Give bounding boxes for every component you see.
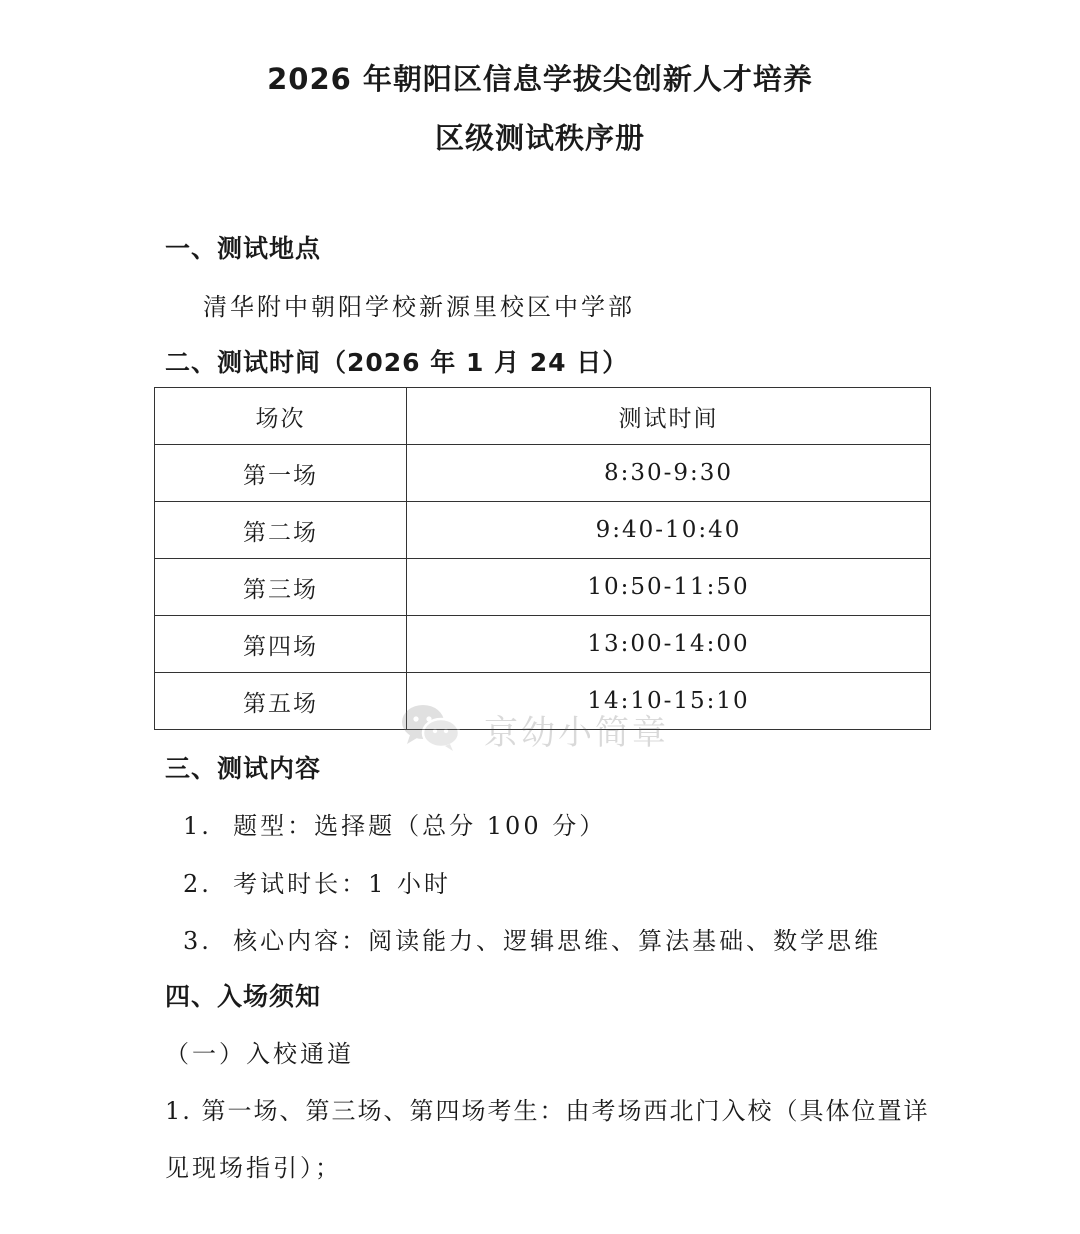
- watermark-text: 京幼小简章: [484, 712, 669, 753]
- time-cell: 14:10-15:10: [407, 673, 931, 730]
- section3-heading: 三、测试内容: [165, 754, 322, 783]
- header-session: 场次: [155, 388, 407, 445]
- table-row: [155, 559, 931, 616]
- session-cell: 第四场: [155, 616, 407, 673]
- entry-note-line1: 1. 第一场、第三场、第四场考生：由考场西北门入校（具体位置详: [165, 1097, 930, 1125]
- content-item: 3. 核心内容：阅读能力、逻辑思维、算法基础、数学思维: [183, 927, 882, 955]
- content-item: 1. 题型：选择题（总分 100 分）: [183, 812, 607, 840]
- session-cell: 第三场: [155, 559, 407, 616]
- session-cell: 第五场: [155, 673, 407, 730]
- section4-heading: 四、入场须知: [165, 982, 322, 1011]
- document-title-line2: 区级测试秩序册: [434, 121, 645, 155]
- document-title-line1: 2026 年朝阳区信息学拔尖创新人才培养: [267, 62, 813, 96]
- table-row: [155, 502, 931, 559]
- table-row: [155, 445, 931, 502]
- wechat-icon: [400, 702, 462, 756]
- section1-heading: 一、测试地点: [165, 234, 322, 263]
- section2-heading: 二、测试时间（2026 年 1 月 24 日）: [165, 348, 629, 377]
- time-cell: 9:40-10:40: [407, 502, 931, 559]
- time-cell: 8:30-9:30: [407, 445, 931, 502]
- content-item: 2. 考试时长：1 小时: [183, 870, 452, 898]
- time-cell: 10:50-11:50: [407, 559, 931, 616]
- session-cell: 第二场: [155, 502, 407, 559]
- test-location: 清华附中朝阳学校新源里校区中学部: [203, 293, 635, 321]
- watermark: [400, 702, 669, 756]
- entry-channel-subheading: （一）入校通道: [165, 1040, 354, 1068]
- entry-note-line2: 见现场指引）；: [165, 1154, 342, 1182]
- header-time: 测试时间: [407, 388, 931, 445]
- table-header-row: [155, 388, 931, 445]
- table-row: [155, 616, 931, 673]
- session-cell: 第一场: [155, 445, 407, 502]
- schedule-table: [154, 387, 931, 730]
- time-cell: 13:00-14:00: [407, 616, 931, 673]
